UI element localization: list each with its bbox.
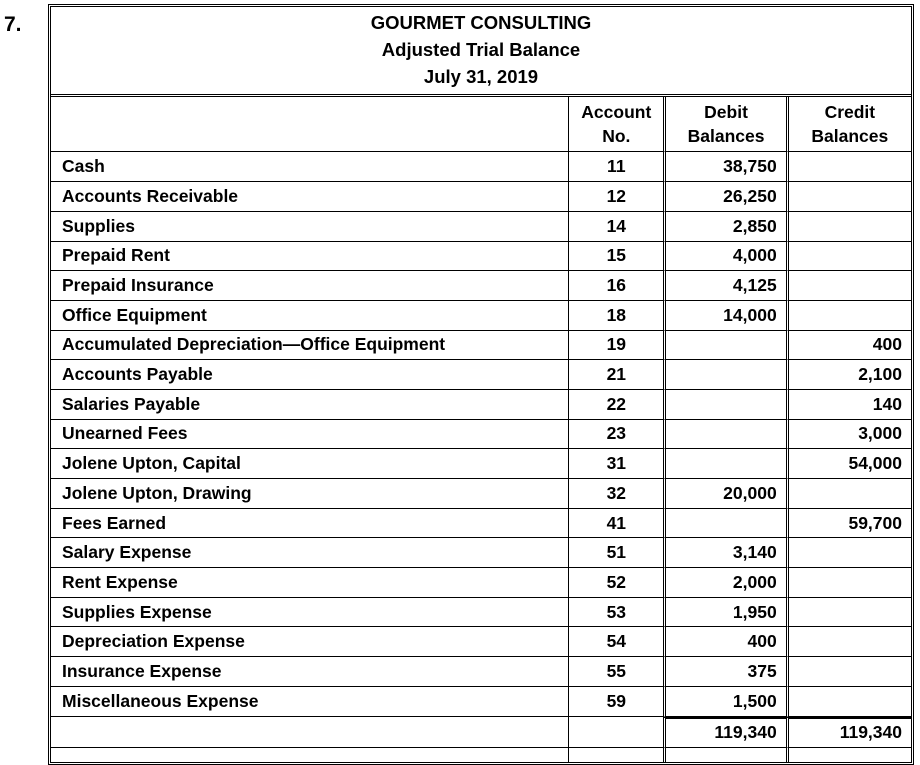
- cell-debit-balance: 1,500: [663, 687, 785, 717]
- cell-account-name: Jolene Upton, Drawing: [51, 479, 568, 509]
- cell-account-name: Fees Earned: [51, 509, 568, 539]
- cell-account-name: Accounts Payable: [51, 360, 568, 390]
- cell-account-no: 54: [568, 627, 663, 657]
- table-row: [51, 242, 911, 272]
- cell-account-no: 18: [568, 301, 663, 331]
- cell-debit-balance: 14,000: [663, 301, 785, 331]
- column-header-account-no-line1: Account: [581, 101, 652, 122]
- cell-account-name: Supplies Expense: [51, 598, 568, 628]
- cell-credit-balance: [786, 598, 911, 628]
- table-total-row: [51, 717, 911, 749]
- closing-cell-name: [51, 748, 568, 762]
- cell-account-no: 21: [568, 360, 663, 390]
- cell-debit-balance: 26,250: [663, 182, 785, 212]
- total-credit: 119,340: [786, 717, 911, 749]
- column-header-debit-line2: Balances: [687, 126, 765, 147]
- cell-credit-balance: [786, 301, 911, 331]
- cell-credit-balance: [786, 242, 911, 272]
- cell-account-no: 59: [568, 687, 663, 717]
- cell-credit-balance: [786, 152, 911, 182]
- cell-account-no: 53: [568, 598, 663, 628]
- cell-account-name: Salaries Payable: [51, 390, 568, 420]
- column-header-debit-line1: Debit: [704, 101, 748, 122]
- cell-debit-balance: 4,125: [663, 271, 785, 301]
- cell-credit-balance: 3,000: [786, 420, 911, 450]
- table-closing-row: [51, 748, 911, 762]
- cell-credit-balance: 140: [786, 390, 911, 420]
- cell-credit-balance: 54,000: [786, 449, 911, 479]
- column-header-debit: [663, 97, 785, 152]
- column-header-account-name: [51, 97, 568, 152]
- cell-account-no: 31: [568, 449, 663, 479]
- cell-debit-balance: 20,000: [663, 479, 785, 509]
- table-row: [51, 509, 911, 539]
- cell-account-name: Supplies: [51, 212, 568, 242]
- cell-account-no: 22: [568, 390, 663, 420]
- table-row: [51, 212, 911, 242]
- column-header-account-no: [568, 97, 663, 152]
- cell-debit-balance: [663, 449, 785, 479]
- statement-heading: [51, 7, 911, 97]
- cell-account-name: Accounts Receivable: [51, 182, 568, 212]
- table-header-row: [51, 97, 911, 152]
- cell-debit-balance: 3,140: [663, 538, 785, 568]
- cell-account-no: 32: [568, 479, 663, 509]
- table-row: [51, 271, 911, 301]
- report-title: Adjusted Trial Balance: [381, 38, 581, 60]
- cell-debit-balance: [663, 420, 785, 450]
- cell-debit-balance: [663, 331, 785, 361]
- table-row: [51, 420, 911, 450]
- cell-account-name: Prepaid Insurance: [51, 271, 568, 301]
- cell-account-no: 15: [568, 242, 663, 272]
- cell-credit-balance: [786, 182, 911, 212]
- table-row: [51, 331, 911, 361]
- closing-cell-account-no: [568, 748, 663, 762]
- cell-account-no: 19: [568, 331, 663, 361]
- cell-account-no: 41: [568, 509, 663, 539]
- total-debit: 119,340: [663, 717, 785, 749]
- statement-outer-table: [48, 4, 914, 765]
- cell-debit-balance: 4,000: [663, 242, 785, 272]
- table-row: [51, 152, 911, 182]
- cell-credit-balance: [786, 479, 911, 509]
- cell-debit-balance: 375: [663, 657, 785, 687]
- table-body: [51, 152, 911, 716]
- table-row: [51, 568, 911, 598]
- report-date: July 31, 2019: [423, 65, 539, 87]
- cell-debit-balance: 38,750: [663, 152, 785, 182]
- table-row: [51, 301, 911, 331]
- cell-credit-balance: 2,100: [786, 360, 911, 390]
- cell-account-name: Cash: [51, 152, 568, 182]
- cell-account-name: Prepaid Rent: [51, 242, 568, 272]
- cell-credit-balance: [786, 538, 911, 568]
- statement-frame: [48, 4, 914, 765]
- table-row: [51, 538, 911, 568]
- column-header-account-no-line2: No.: [602, 126, 631, 147]
- table-row: [51, 390, 911, 420]
- table-row: [51, 627, 911, 657]
- total-label: [51, 717, 568, 749]
- cell-debit-balance: [663, 360, 785, 390]
- cell-credit-balance: [786, 657, 911, 687]
- cell-debit-balance: 2,850: [663, 212, 785, 242]
- cell-debit-balance: 2,000: [663, 568, 785, 598]
- table-row: [51, 182, 911, 212]
- column-header-credit-line1: Credit: [824, 101, 876, 122]
- cell-account-name: Miscellaneous Expense: [51, 687, 568, 717]
- cell-account-no: 52: [568, 568, 663, 598]
- cell-account-name: Depreciation Expense: [51, 627, 568, 657]
- cell-credit-balance: [786, 212, 911, 242]
- cell-account-name: Accumulated Depreciation—Office Equipment: [51, 331, 568, 361]
- cell-account-name: Office Equipment: [51, 301, 568, 331]
- company-name: GOURMET CONSULTING: [370, 12, 592, 33]
- table-row: [51, 687, 911, 717]
- cell-account-no: 16: [568, 271, 663, 301]
- cell-account-name: Salary Expense: [51, 538, 568, 568]
- cell-account-name: Unearned Fees: [51, 420, 568, 450]
- cell-debit-balance: 1,950: [663, 598, 785, 628]
- trial-balance-statement: [48, 4, 914, 765]
- table-row: [51, 598, 911, 628]
- cell-account-no: 11: [568, 152, 663, 182]
- closing-cell-credit: [786, 748, 911, 762]
- cell-credit-balance: [786, 627, 911, 657]
- cell-credit-balance: [786, 687, 911, 717]
- table-row: [51, 360, 911, 390]
- column-header-credit-line2: Balances: [811, 126, 889, 147]
- table-row: [51, 479, 911, 509]
- problem-number-label: 7.: [4, 13, 22, 36]
- cell-account-no: 23: [568, 420, 663, 450]
- cell-account-no: 51: [568, 538, 663, 568]
- cell-account-no: 55: [568, 657, 663, 687]
- cell-account-name: Jolene Upton, Capital: [51, 449, 568, 479]
- cell-account-name: Insurance Expense: [51, 657, 568, 687]
- table-row: [51, 449, 911, 479]
- column-header-credit: [786, 97, 911, 152]
- cell-account-name: Rent Expense: [51, 568, 568, 598]
- cell-debit-balance: 400: [663, 627, 785, 657]
- cell-debit-balance: [663, 509, 785, 539]
- total-account-no: [568, 717, 663, 749]
- cell-account-no: 12: [568, 182, 663, 212]
- cell-credit-balance: 59,700: [786, 509, 911, 539]
- cell-credit-balance: [786, 568, 911, 598]
- cell-account-no: 14: [568, 212, 663, 242]
- closing-cell-debit: [663, 748, 785, 762]
- cell-credit-balance: [786, 271, 911, 301]
- trial-balance-grid: [51, 97, 911, 762]
- cell-debit-balance: [663, 390, 785, 420]
- table-row: [51, 657, 911, 687]
- cell-credit-balance: 400: [786, 331, 911, 361]
